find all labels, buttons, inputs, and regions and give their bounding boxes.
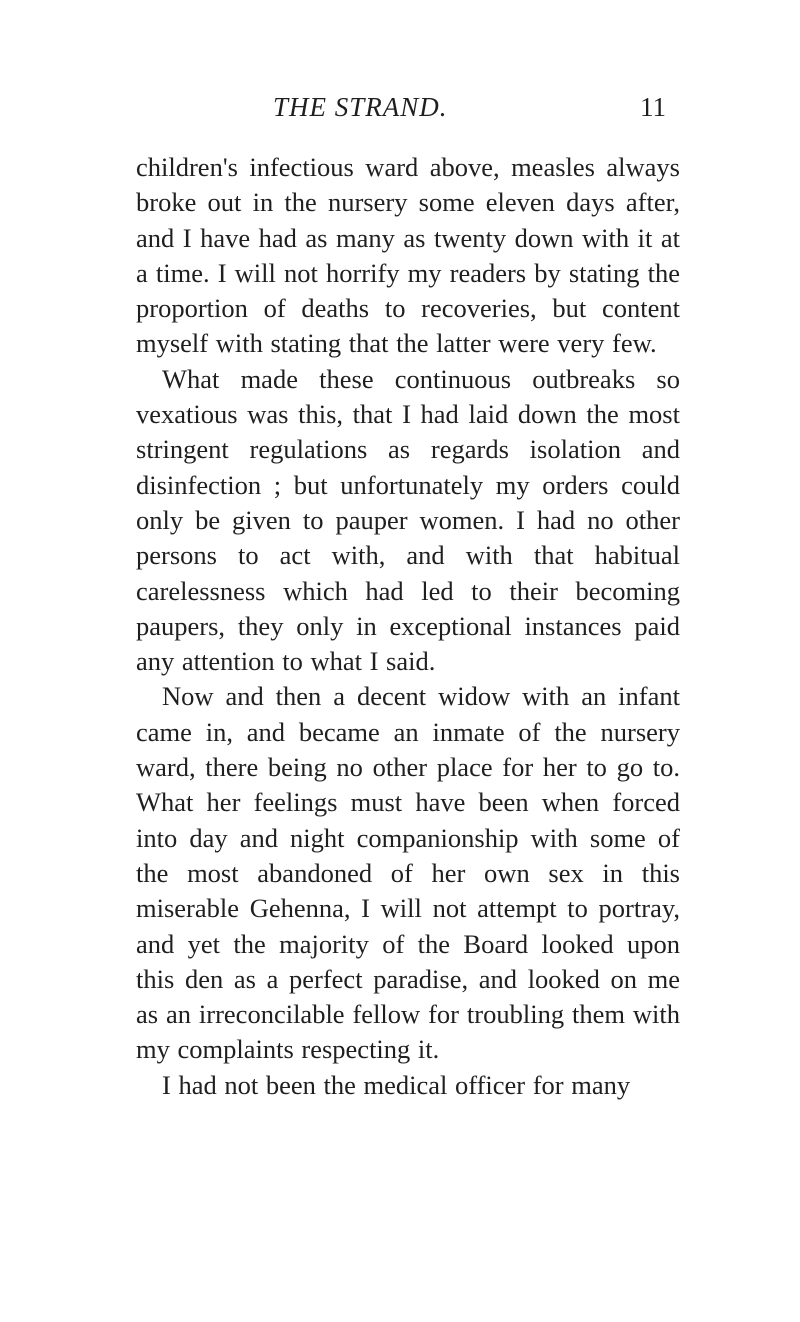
running-title: THE STRAND. [273, 92, 448, 122]
page-number: 11 [640, 92, 666, 122]
paragraph: Now and then a decent widow with an infant came in, and became an inmate of the nursery ward, there being no other place for her to go to. What her feelings must have been when forced into day and night companionship with some of the most abandoned of her own sex in this miserable Gehenna, I will not attempt to portray, and yet the majority of the Board looked upon this den as a perfect paradise, and looked on me as an irreconcilable fellow for troubling them with my complaints respecting it. [136, 681, 680, 1065]
body-text [136, 150, 680, 1103]
running-head [0, 92, 800, 128]
paragraph: What made these continuous outbreaks so vexatious was this, that I had laid down the most stringent regulations as regards isolation and disinfection ; but unfortunately my orders could only be given to pauper women. I had no other persons to act with, and with that habitual carelessness which had led to their becoming paupers, they only in exceptional instances paid any attention to what I said. [136, 363, 680, 677]
paragraph-continuation: children's infectious ward above, measles always broke out in the nursery some eleven days after, and I have had as many as twenty down with it at a time. I will not horrify my readers by stating the proportion of deaths to recoveries, but content myself with stating that the latter were very few. [136, 152, 680, 359]
paragraph: I had not been the medical officer for many [162, 1069, 631, 1100]
